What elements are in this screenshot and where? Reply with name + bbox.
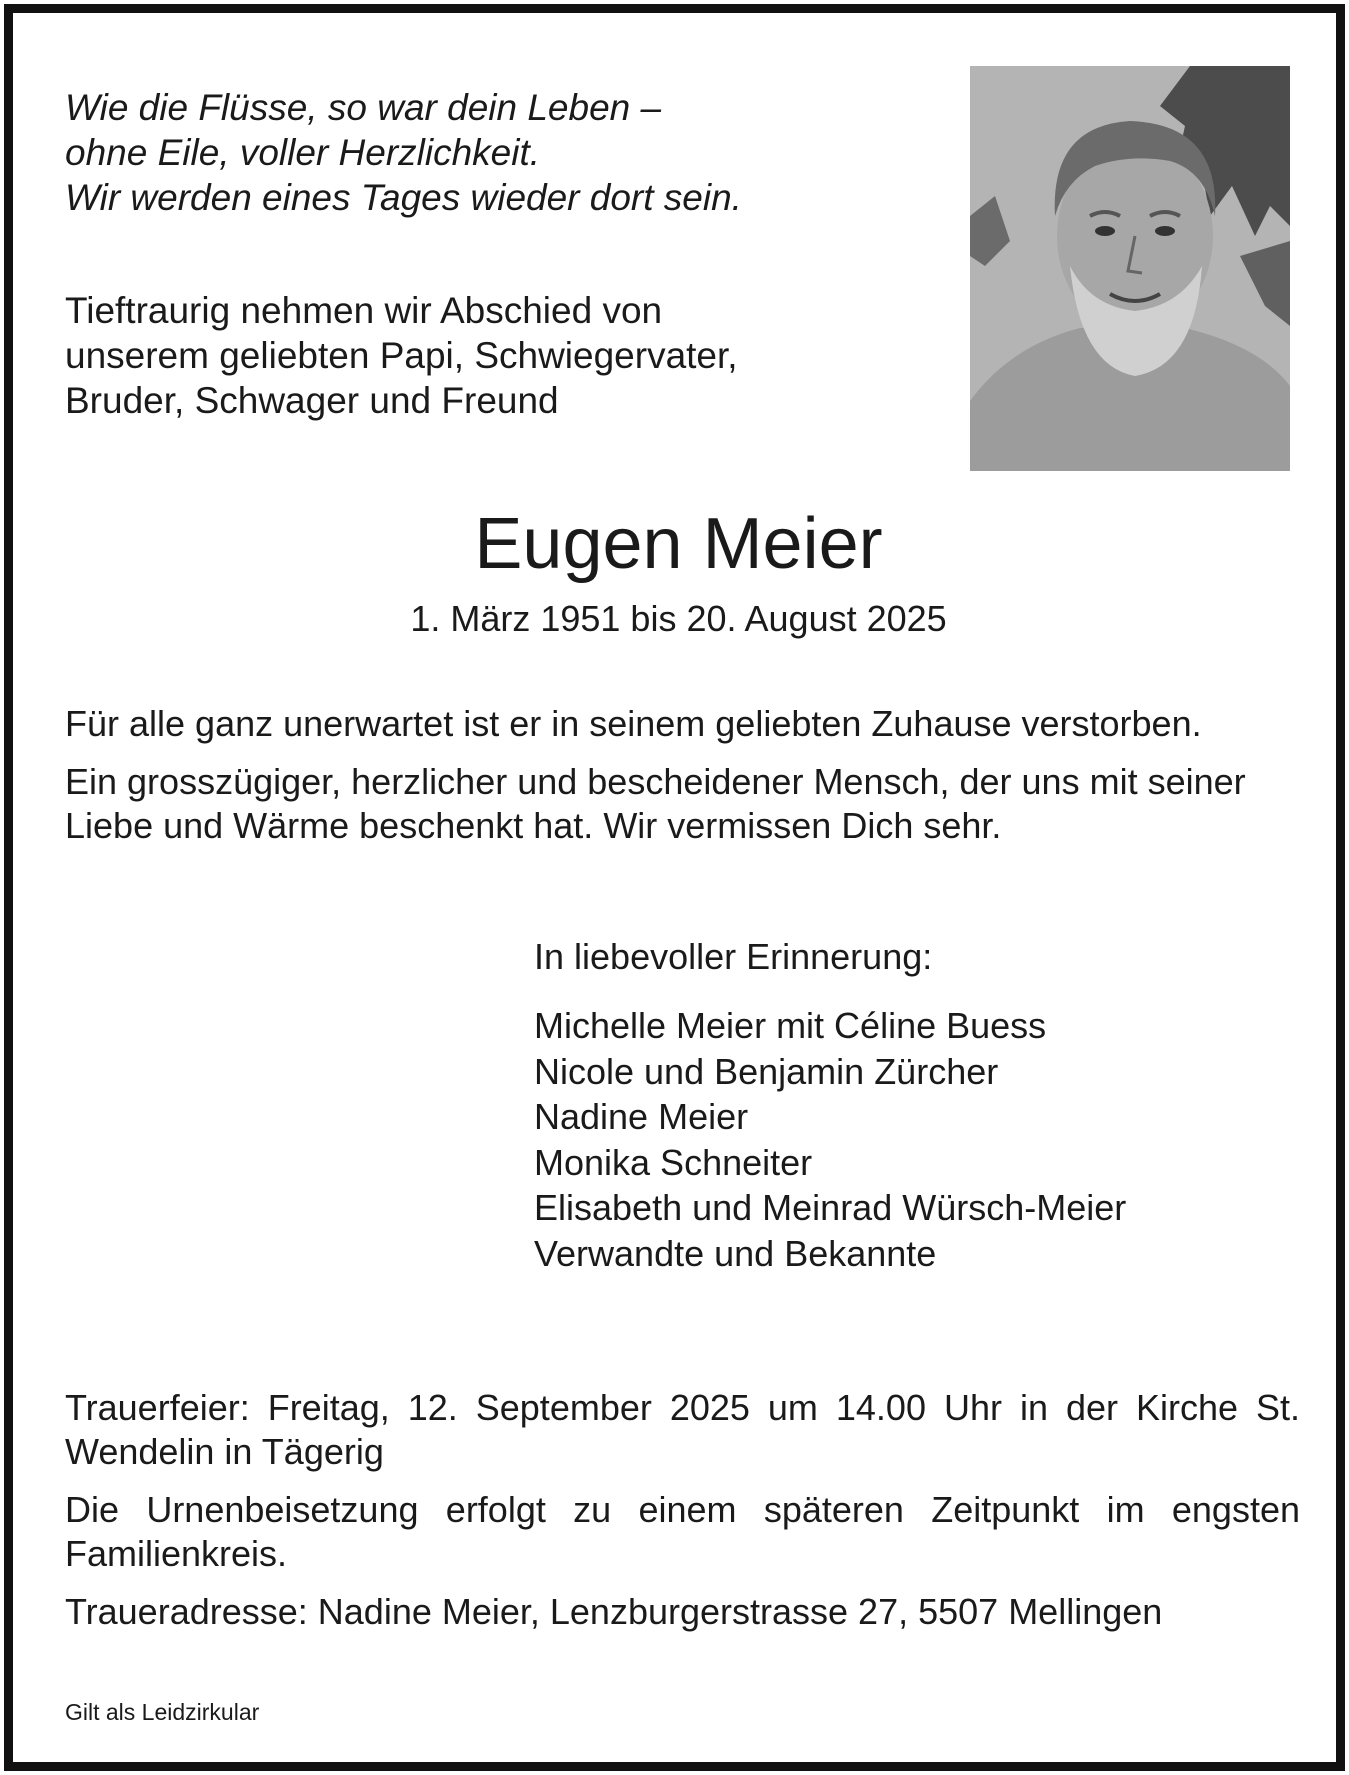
poem-line: ohne Eile, voller Herzlichkeit. [65,132,541,173]
service-details [65,1386,1300,1648]
obituary-notice [4,4,1345,1771]
mourner-entry: Nicole und Benjamin Zürcher [534,1050,999,1092]
tribute-text [65,702,1300,862]
mourner-entry: Monika Schneiter [534,1141,813,1183]
mourner-entry: Michelle Meier mit Céline Buess [534,1005,1047,1046]
burial-info: Die Urnenbeisetzung erfolgt zu einem späteren Zeitpunkt im engsten Familienkreis. [65,1489,1300,1574]
tribute-paragraph: Ein grosszügiger, herzlicher und bescheidener Mensch, der uns mit seiner Liebe und Wärme beschenkt hat. Wir vermissen Dich sehr. [65,761,1246,846]
poem-line: Wie die Flüsse, so war dein Leben – [65,87,662,128]
life-dates: 1. März 1951 bis 20. August 2025 [410,598,947,639]
poem [65,85,785,220]
deceased-name: Eugen Meier [474,504,883,584]
mourner-entry: Nadine Meier [534,1096,749,1137]
poem-line: Wir werden eines Tages wieder dort sein. [65,177,742,218]
footnote: Gilt als Leidzirkular [65,1699,260,1725]
memory-heading: In liebevoller Erinnerung: [534,936,933,977]
portrait-photo [970,66,1290,471]
farewell-intro [65,288,825,423]
mourners-list [534,1003,1294,1276]
mourner-entry: Verwandte und Bekannte [534,1232,937,1274]
intro-line: Bruder, Schwager und Freund [65,380,559,421]
intro-line: Tieftraurig nehmen wir Abschied von [65,290,663,331]
intro-line: unserem geliebten Papi, Schwiegervater, [65,335,738,376]
mourning-address: Traueradresse: Nadine Meier, Lenzburgerstrasse 27, 5507 Mellingen [65,1591,1163,1632]
ceremony-info: Trauerfeier: Freitag, 12. September 2025 um 14.00 Uhr in der Kirche St. Wendelin in Tägerig [65,1387,1300,1472]
tribute-paragraph: Für alle ganz unerwartet ist er in seinem geliebten Zuhause verstorben. [65,703,1202,744]
mourner-entry: Elisabeth und Meinrad Würsch-Meier [534,1187,1127,1228]
portrait-photo-image [970,66,1290,471]
